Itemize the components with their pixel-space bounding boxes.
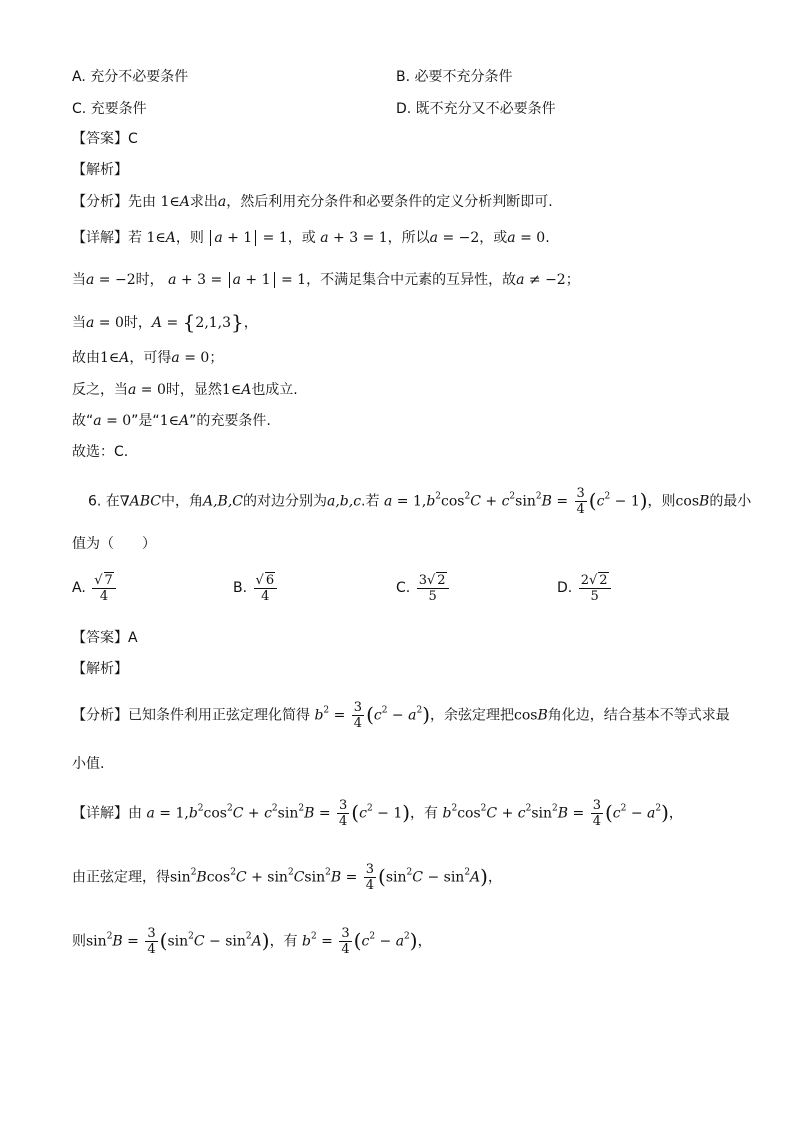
- option-a: A. 充分不必要条件: [72, 69, 189, 85]
- q6-analysis-heading: 【解析】: [72, 661, 128, 677]
- q5-case-a-neg2: 当a = −2时， a + 3 = a + 1 = 1，不满足集合中元素的互异性，故a ≠ −2；: [72, 272, 580, 288]
- option-b: B. 必要不充分条件: [396, 69, 513, 85]
- q6-then: 则$\sin^2B$ = $\frac{3}{4}$ $(\sin^2C - \sin^2A)$，有 $b^2$ = $\frac{3}{4}$ $(c^2 - a^2)$，: [72, 926, 432, 957]
- q6-answer: 【答案】A: [72, 630, 138, 646]
- option-c: C. 充要条件: [72, 101, 147, 117]
- q5-analysis-heading: 【解析】: [72, 162, 128, 178]
- q6-option-c: C. $\frac{3√ 2}{5}$: [396, 572, 451, 604]
- q6-option-a: A. $\frac{√ 7}{4}$: [72, 572, 118, 604]
- q5-fanzhi: 反之，当a = 0时，显然1∈A也成立.: [72, 382, 298, 398]
- q6-fenxi: 【分析】已知条件利用正弦定理化简得 $b^2$ = $\frac{3}{4}$ $(c^2 - a^2)$，余弦定理把cosB角化边，结合基本不等式求最: [72, 700, 730, 731]
- q6-stem-line2: 值为（ ）: [72, 536, 156, 552]
- q6-option-b: B. $\frac{√ 6}{4}$: [233, 572, 279, 604]
- option-d: D. 既不充分又不必要条件: [396, 101, 556, 117]
- q5-choose: 故选：C.: [72, 444, 129, 460]
- q5-xiangjie: 【详解】若 1∈A，则 a + 1 = 1，或 a + 3 = 1，所以a = −2，或a = 0.: [72, 230, 550, 246]
- q6-fenxi-line2: 小值.: [72, 756, 105, 772]
- q5-gu: 故由1∈A，可得a = 0；: [72, 350, 224, 366]
- q6-stem: 6. 在∇ABC中，角A,B,C的对边分别为a,b,c.若 $a = 1,b^2\cos^2C + c^2\sin^2B$ = $\frac{3}{4}$ $(c^2 - 1)$，则cosB的最小: [88, 486, 752, 517]
- q5-answer: 【答案】C: [72, 131, 138, 147]
- q5-fenxi: 【分析】先由 1∈A求出a，然后利用充分条件和必要条件的定义分析判断即可.: [72, 194, 553, 210]
- q6-sine-law: 由正弦定理，得$\sin^2Bcos^2C + \sin^2Csin^2B$ = $\frac{3}{4}$ $(\sin^2C - \sin^2A)$，: [72, 862, 502, 893]
- q6-xiangjie: 【详解】由 $a = 1,b^2\cos^2C + c^2\sin^2B$ = $\frac{3}{4}$ $(c^2 - 1)$，有 $b^2\cos^2C + c^2\sin^2B$ = $\frac{3}{4}$ $(c^2 - a^2)$，: [72, 798, 683, 829]
- q5-conclusion: 故“a = 0”是“1∈A”的充要条件.: [72, 413, 271, 429]
- q6-option-d: D. $\frac{2√ 2}{5}$: [557, 572, 613, 604]
- q5-case-a0: 当a = 0时，A = {2,1,3}，: [72, 310, 258, 334]
